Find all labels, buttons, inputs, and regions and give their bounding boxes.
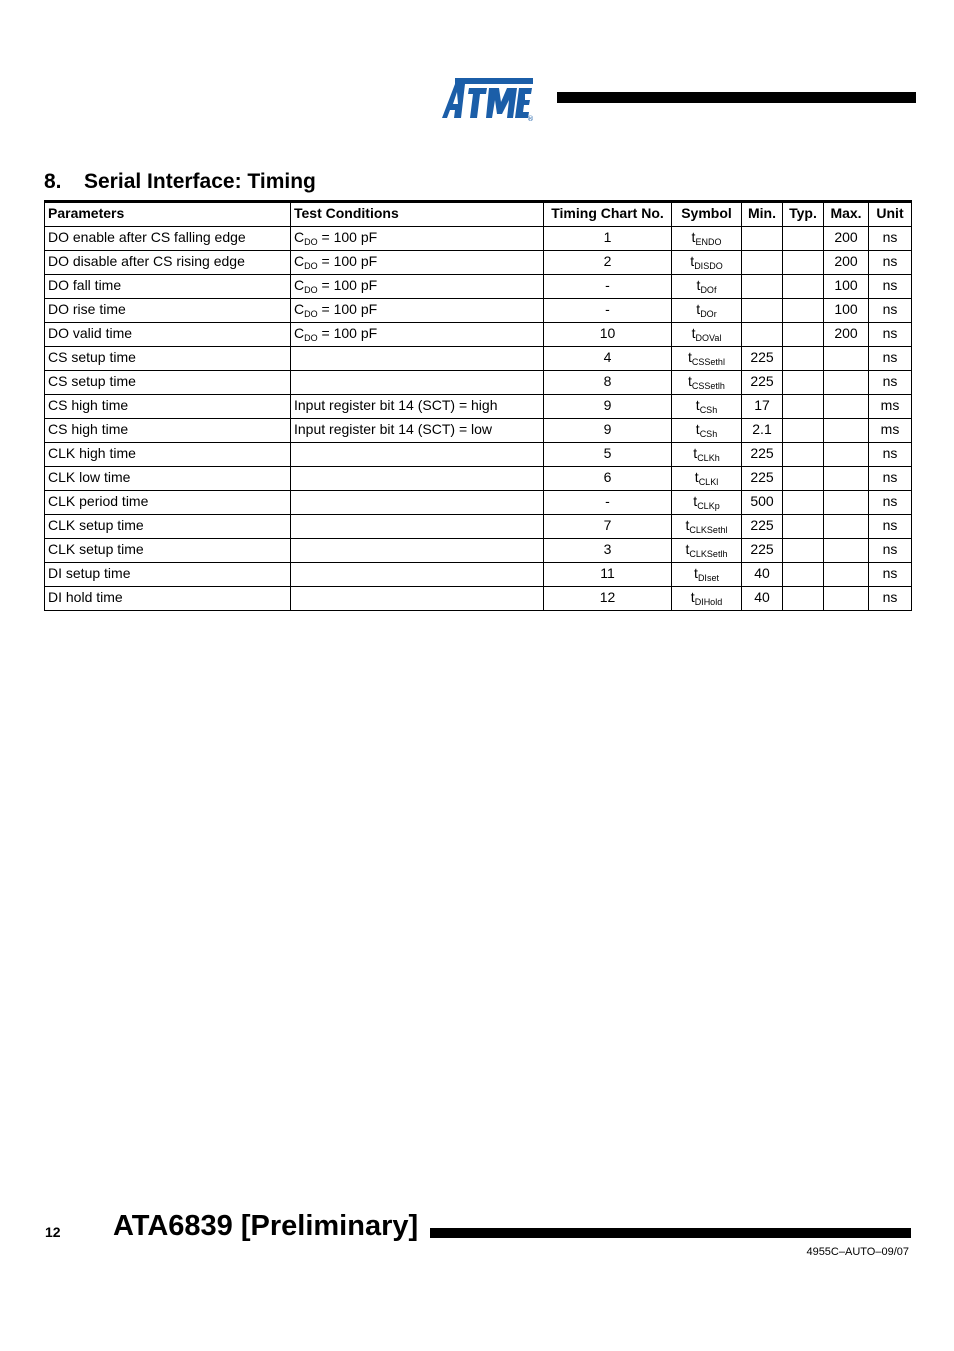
col-header: Unit — [869, 202, 912, 227]
chart-number-cell: 3 — [544, 539, 672, 563]
symbol-cell: $t_{ENDO}$ — [672, 227, 742, 251]
chart-number-cell: 1 — [544, 227, 672, 251]
typ-cell — [783, 275, 824, 299]
table-row — [45, 227, 912, 251]
chart-number-cell: - — [544, 275, 672, 299]
test-condition-cell: $C_{DO} = 100$ pF — [291, 275, 544, 299]
symbol-cell: $t_{CLKp}$ — [672, 491, 742, 515]
typ-cell — [783, 395, 824, 419]
max-cell: 200 — [824, 323, 869, 347]
table-row — [45, 563, 912, 587]
parameter-cell: CLK setup time — [45, 515, 291, 539]
table-row — [45, 251, 912, 275]
test-condition-cell — [291, 443, 544, 467]
symbol-cell: $t_{CLKh}$ — [672, 443, 742, 467]
typ-cell — [783, 323, 824, 347]
svg-text:®: ® — [527, 115, 534, 122]
test-condition-cell: $C_{DO} = 100$ pF — [291, 323, 544, 347]
test-condition-cell: $C_{DO} = 100$ pF — [291, 251, 544, 275]
parameter-cell: CS setup time — [45, 371, 291, 395]
max-cell — [824, 587, 869, 611]
chart-number-cell: 6 — [544, 467, 672, 491]
unit-cell: ms — [869, 395, 912, 419]
table-row — [45, 323, 912, 347]
section-heading — [44, 170, 316, 194]
test-condition-cell — [291, 371, 544, 395]
table-row — [45, 491, 912, 515]
test-condition-cell — [291, 587, 544, 611]
typ-cell — [783, 419, 824, 443]
symbol-cell: $t_{CLKSetlh}$ — [672, 539, 742, 563]
parameter-cell: DI hold time — [45, 587, 291, 611]
unit-cell: ms — [869, 419, 912, 443]
symbol-cell: $t_{CSSethl}$ — [672, 347, 742, 371]
min-cell — [742, 275, 783, 299]
unit-cell: ns — [869, 443, 912, 467]
min-cell — [742, 323, 783, 347]
parameter-cell: DO disable after CS rising edge — [45, 251, 291, 275]
typ-cell — [783, 563, 824, 587]
document-title: ATA6839 [Preliminary] — [113, 1210, 419, 1242]
max-cell — [824, 563, 869, 587]
symbol-cell: $t_{CSh}$ — [672, 419, 742, 443]
page-number: 12 — [45, 1224, 61, 1240]
parameter-cell: CLK high time — [45, 443, 291, 467]
symbol-cell: $t_{CSSetlh}$ — [672, 371, 742, 395]
min-cell: 225 — [742, 347, 783, 371]
table-header-row — [45, 202, 912, 227]
col-header: Parameters — [45, 202, 291, 227]
logo-text: ATMEL — [441, 74, 445, 75]
parameter-cell: DO rise time — [45, 299, 291, 323]
parameter-cell: DO valid time — [45, 323, 291, 347]
min-cell — [742, 251, 783, 275]
table-row — [45, 395, 912, 419]
min-cell: 225 — [742, 467, 783, 491]
min-cell — [742, 227, 783, 251]
symbol-cell: $t_{DOr}$ — [672, 299, 742, 323]
parameter-cell: CS high time — [45, 419, 291, 443]
unit-cell: ns — [869, 587, 912, 611]
symbol-cell: $t_{CSh}$ — [672, 395, 742, 419]
typ-cell — [783, 491, 824, 515]
table-row — [45, 299, 912, 323]
chart-number-cell: 9 — [544, 395, 672, 419]
test-condition-cell — [291, 467, 544, 491]
test-condition-cell: $C_{DO} = 100$ pF — [291, 227, 544, 251]
min-cell: 40 — [742, 563, 783, 587]
parameter-cell: CLK setup time — [45, 539, 291, 563]
test-condition-cell — [291, 347, 544, 371]
unit-cell: ns — [869, 275, 912, 299]
min-cell: 225 — [742, 443, 783, 467]
col-header: Timing Chart No. — [544, 202, 672, 227]
table-row — [45, 443, 912, 467]
min-cell: 17 — [742, 395, 783, 419]
unit-cell: ns — [869, 467, 912, 491]
section-title: Serial Interface: Timing — [84, 170, 316, 193]
test-condition-cell — [291, 563, 544, 587]
unit-cell: ns — [869, 227, 912, 251]
typ-cell — [783, 371, 824, 395]
symbol-cell: $t_{DISDO}$ — [672, 251, 742, 275]
min-cell: 40 — [742, 587, 783, 611]
header-rule — [557, 92, 916, 103]
test-condition-cell: $C_{DO} = 100$ pF — [291, 299, 544, 323]
symbol-cell: $t_{DOf}$ — [672, 275, 742, 299]
max-cell — [824, 395, 869, 419]
table-row — [45, 275, 912, 299]
typ-cell — [783, 515, 824, 539]
table-row — [45, 371, 912, 395]
unit-cell: ns — [869, 347, 912, 371]
test-condition-cell: Input register bit 14 (SCT) = high — [291, 395, 544, 419]
max-cell — [824, 443, 869, 467]
parameter-cell: CLK low time — [45, 467, 291, 491]
test-condition-cell — [291, 515, 544, 539]
min-cell — [742, 299, 783, 323]
max-cell: 200 — [824, 227, 869, 251]
parameter-cell: DO fall time — [45, 275, 291, 299]
timing-table — [44, 200, 912, 611]
table-row — [45, 515, 912, 539]
max-cell — [824, 515, 869, 539]
min-cell: 225 — [742, 371, 783, 395]
unit-cell: ns — [869, 563, 912, 587]
unit-cell: ns — [869, 539, 912, 563]
typ-cell — [783, 251, 824, 275]
parameter-cell: CLK period time — [45, 491, 291, 515]
typ-cell — [783, 227, 824, 251]
atmel-logo — [441, 74, 537, 122]
col-header: Test Conditions — [291, 202, 544, 227]
min-cell: 500 — [742, 491, 783, 515]
unit-cell: ns — [869, 371, 912, 395]
chart-number-cell: 9 — [544, 419, 672, 443]
chart-number-cell: 11 — [544, 563, 672, 587]
col-header: Min. — [742, 202, 783, 227]
max-cell: 200 — [824, 251, 869, 275]
table-row — [45, 587, 912, 611]
symbol-cell: $t_{CLKSethl}$ — [672, 515, 742, 539]
unit-cell: ns — [869, 491, 912, 515]
table-row — [45, 467, 912, 491]
test-condition-cell — [291, 539, 544, 563]
typ-cell — [783, 467, 824, 491]
footer-rule — [430, 1228, 911, 1238]
symbol-cell: $t_{DIset}$ — [672, 563, 742, 587]
unit-cell: ns — [869, 251, 912, 275]
chart-number-cell: - — [544, 299, 672, 323]
table-row — [45, 347, 912, 371]
chart-number-cell: 7 — [544, 515, 672, 539]
test-condition-cell: Input register bit 14 (SCT) = low — [291, 419, 544, 443]
test-condition-cell — [291, 491, 544, 515]
col-header: Typ. — [783, 202, 824, 227]
typ-cell — [783, 539, 824, 563]
col-header: Max. — [824, 202, 869, 227]
max-cell: 100 — [824, 275, 869, 299]
max-cell: 100 — [824, 299, 869, 323]
chart-number-cell: 8 — [544, 371, 672, 395]
table-row — [45, 419, 912, 443]
min-cell: 225 — [742, 539, 783, 563]
chart-number-cell: 12 — [544, 587, 672, 611]
max-cell — [824, 467, 869, 491]
section-number: 8. — [44, 170, 62, 193]
chart-number-cell: 4 — [544, 347, 672, 371]
typ-cell — [783, 443, 824, 467]
parameter-cell: CS setup time — [45, 347, 291, 371]
max-cell — [824, 491, 869, 515]
chart-number-cell: 2 — [544, 251, 672, 275]
unit-cell: ns — [869, 515, 912, 539]
symbol-cell: $t_{DOVal}$ — [672, 323, 742, 347]
typ-cell — [783, 347, 824, 371]
parameter-cell: DO enable after CS falling edge — [45, 227, 291, 251]
symbol-cell: $t_{DIHold}$ — [672, 587, 742, 611]
symbol-cell: $t_{CLKl}$ — [672, 467, 742, 491]
unit-cell: ns — [869, 323, 912, 347]
max-cell — [824, 419, 869, 443]
typ-cell — [783, 587, 824, 611]
max-cell — [824, 371, 869, 395]
min-cell: 2.1 — [742, 419, 783, 443]
parameter-cell: CS high time — [45, 395, 291, 419]
chart-number-cell: - — [544, 491, 672, 515]
unit-cell: ns — [869, 299, 912, 323]
max-cell — [824, 347, 869, 371]
max-cell — [824, 539, 869, 563]
table-row — [45, 539, 912, 563]
chart-number-cell: 10 — [544, 323, 672, 347]
col-header: Symbol — [672, 202, 742, 227]
chart-number-cell: 5 — [544, 443, 672, 467]
document-code: 4955C–AUTO–09/07 — [806, 1246, 909, 1258]
parameter-cell: DI setup time — [45, 563, 291, 587]
typ-cell — [783, 299, 824, 323]
min-cell: 225 — [742, 515, 783, 539]
